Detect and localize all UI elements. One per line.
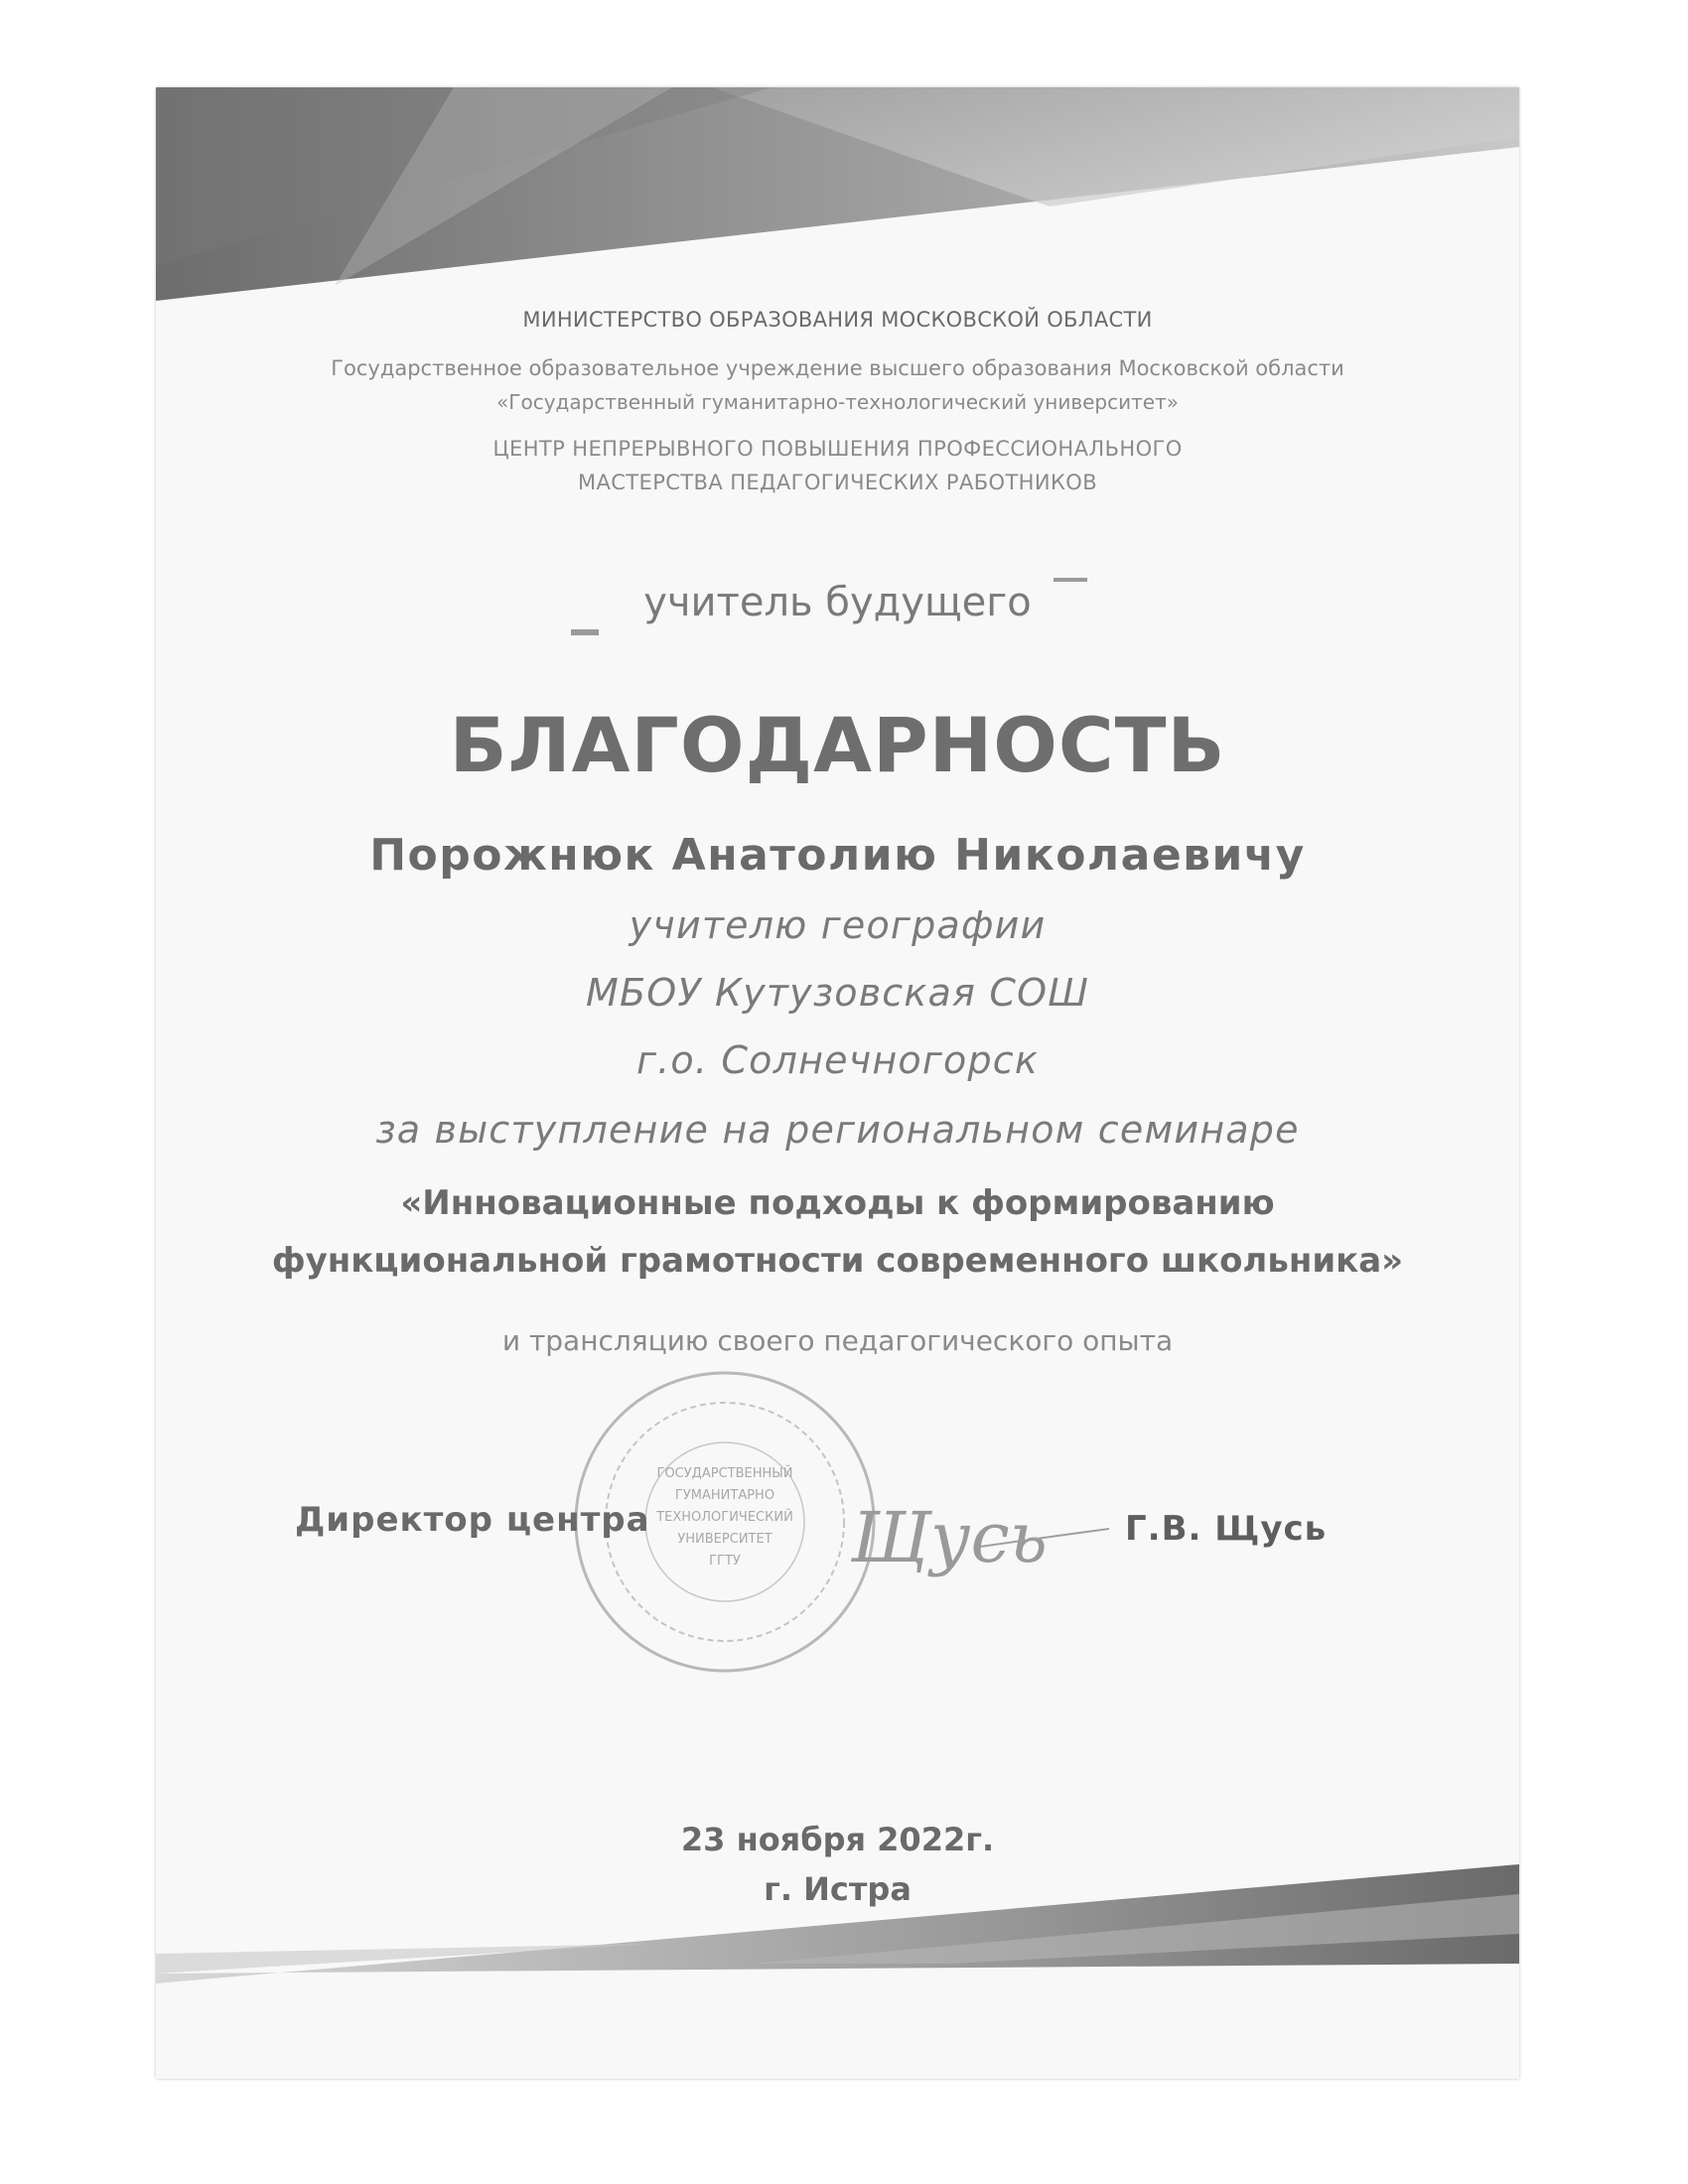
stamp-text: ТЕХНОЛОГИЧЕСКИЙ [656,1510,793,1525]
institution-line-2: «Государственный гуманитарно-технологический университет» [496,390,1179,414]
recipient-school: МБОУ Кутузовская СОШ [585,971,1090,1015]
center-line-2: МАСТЕРСТВА ПЕДАГОГИЧЕСКИХ РАБОТНИКОВ [577,471,1098,494]
stamp-text: УНИВЕРСИТЕТ [677,1532,773,1547]
recipient-position: учителю географии [629,903,1047,947]
issue-date: 23 ноября 2022г. [680,1821,995,1858]
document-title: БЛАГОДАРНОСТЬ [449,701,1226,789]
recipient-city: г.о. Солнечногорск [635,1038,1040,1082]
award-addition: и трансляцию своего педагогического опыта [501,1324,1174,1357]
signatory-role: Директор центра [295,1500,650,1540]
stamp-text: ГГТУ [709,1554,741,1569]
svg-text:Щусь: Щусь [851,1497,1048,1578]
recipient-name: Порожнюк Анатолию Николаевичу [369,830,1306,881]
top-decoration [156,87,1519,326]
seminar-title-line-2: функциональной грамотности современного школьника» [271,1241,1404,1281]
stamp-text: ГОСУДАРСТВЕННЫЙ [656,1466,793,1481]
ministry-line: МИНИСТЕРСТВО ОБРАЗОВАНИЯ МОСКОВСКОЙ ОБЛАСТИ [522,308,1153,332]
institution-line-1: Государственное образовательное учреждение высшего образования Московской области [331,356,1344,380]
program-logo-mark [571,629,599,635]
program-name: учитель будущего [643,580,1032,625]
award-reason: за выступление на региональном семинаре [375,1108,1300,1152]
stamp-text: ГУМАНИТАРНО [674,1488,775,1503]
handwritten-signature [831,1467,1129,1606]
issue-place: г. Истра [764,1870,912,1908]
center-line-1: ЦЕНТР НЕПРЕРЫВНОГО ПОВЫШЕНИЯ ПРОФЕССИОНАЛЬНОГО [492,437,1183,461]
signatory-name: Г.В. Щусь [1125,1509,1328,1549]
program-logo-mark [1054,578,1087,582]
certificate-sheet [156,87,1519,2079]
seminar-title-line-1: «Инновационные подходы к формированию [400,1183,1275,1223]
